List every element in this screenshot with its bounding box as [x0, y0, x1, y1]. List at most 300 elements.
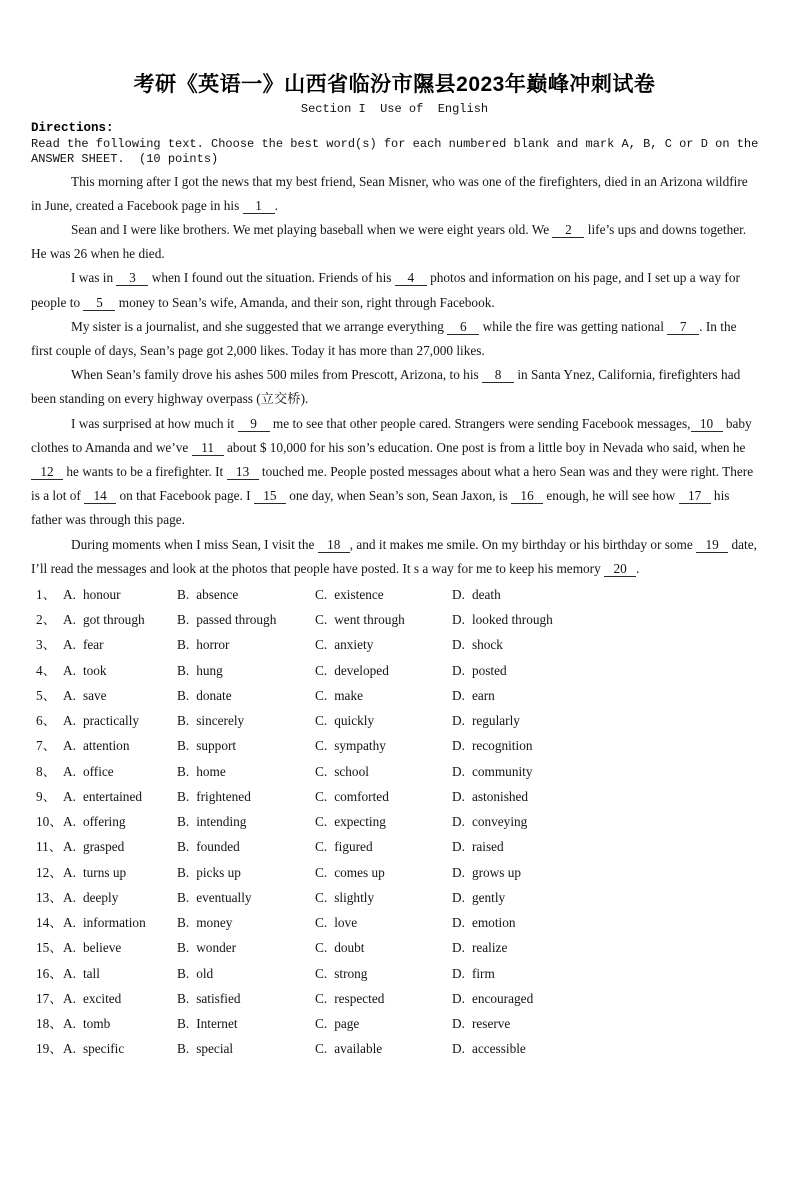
- cloze-blank-18: 18: [318, 537, 350, 553]
- option-text: Internet: [196, 1016, 238, 1032]
- option-B: [177, 683, 315, 708]
- question-row-3: [36, 632, 758, 657]
- question-number: 19、: [36, 1041, 63, 1057]
- option-D: [452, 607, 758, 632]
- option-text: available: [334, 1041, 383, 1057]
- passage-text: touched me. People posted messages about what a hero Sean was and they were right. There is a lot of: [31, 463, 754, 504]
- option-letter: D.: [452, 713, 465, 729]
- cloze-blank-2: 2: [552, 222, 584, 238]
- option-text: strong: [334, 965, 368, 981]
- option-letter: D.: [452, 612, 465, 628]
- directions-text-line1: Read the following text. Choose the best word(s) for each numbered blank and mark A, B, C or D on the: [31, 136, 759, 151]
- option-B: [177, 708, 315, 733]
- option-A: [63, 733, 177, 758]
- question-number: 5、: [36, 687, 56, 703]
- option-D: [452, 708, 758, 733]
- passage-text: on that Facebook page. I: [116, 488, 254, 504]
- option-B: [177, 860, 315, 885]
- option-A: [63, 1036, 177, 1061]
- cloze-blank-7: 7: [667, 319, 699, 335]
- option-letter: C.: [315, 586, 328, 602]
- option-text: death: [471, 586, 501, 602]
- option-text: comforted: [334, 788, 389, 804]
- directions-label: Directions:: [31, 121, 114, 135]
- option-A: [63, 759, 177, 784]
- option-text: encouraged: [471, 990, 534, 1006]
- passage-paragraph: [31, 533, 758, 581]
- option-text: money: [196, 915, 233, 931]
- option-letter: D.: [452, 1041, 465, 1057]
- option-letter: C.: [315, 814, 328, 830]
- passage-text: My sister is a journalist, and she suggested that we arrange everything: [71, 318, 448, 334]
- option-letter: D.: [452, 662, 465, 678]
- option-letter: D.: [452, 864, 465, 880]
- option-letter: A.: [63, 763, 76, 779]
- option-letter: C.: [315, 738, 328, 754]
- option-letter: D.: [452, 889, 465, 905]
- option-B: [177, 607, 315, 632]
- option-letter: B.: [177, 839, 190, 855]
- question-row-7: [36, 733, 758, 758]
- option-letter: D.: [452, 738, 465, 754]
- option-letter: B.: [177, 1016, 190, 1032]
- question-number: 14、: [36, 915, 63, 931]
- cloze-blank-3: 3: [116, 270, 148, 286]
- option-text: developed: [334, 662, 389, 678]
- option-D: [452, 986, 758, 1011]
- passage-text: life’s ups and downs together. He was 26 when he died.: [31, 221, 747, 262]
- option-A: [63, 961, 177, 986]
- question-number: 18、: [36, 1016, 63, 1032]
- option-letter: D.: [452, 839, 465, 855]
- question-row-16: [36, 961, 758, 986]
- option-text: special: [196, 1041, 234, 1057]
- passage-text: This morning after I got the news that my best friend, Sean Misner, who was one of the firefighters, died in an Arizona wildfire in June, created a Facebook page in his: [31, 173, 748, 213]
- passage-text: about $ 10,000 for his son’s education. One post is from a little boy in Nevada who said, when he: [223, 439, 746, 455]
- option-text: realize: [471, 940, 508, 956]
- cloze-blank-15: 15: [254, 488, 286, 504]
- option-text: took: [82, 662, 107, 678]
- option-A: [63, 809, 177, 834]
- cloze-blank-5: 5: [83, 295, 115, 311]
- option-text: old: [196, 965, 214, 981]
- option-letter: B.: [177, 738, 190, 754]
- question-row-2: [36, 607, 758, 632]
- option-letter: B.: [177, 763, 190, 779]
- option-letter: A.: [63, 713, 76, 729]
- option-text: school: [334, 763, 369, 779]
- passage-text: I was surprised at how much it: [71, 415, 238, 431]
- option-letter: C.: [315, 990, 328, 1006]
- option-letter: D.: [452, 637, 465, 653]
- option-D: [452, 809, 758, 834]
- passage-text: in Santa Ynez, California, firefighters had been standing on every highway overpass (立交桥).: [31, 367, 741, 407]
- option-D: [452, 1011, 758, 1036]
- option-letter: C.: [315, 839, 328, 855]
- option-letter: D.: [452, 990, 465, 1006]
- passage-paragraph: [31, 170, 758, 218]
- option-text: horror: [196, 637, 230, 653]
- option-text: sincerely: [196, 713, 245, 729]
- option-text: tomb: [82, 1016, 111, 1032]
- option-letter: C.: [315, 1016, 328, 1032]
- question-number: 9、: [36, 788, 56, 804]
- option-D: [452, 834, 758, 859]
- option-text: attention: [82, 738, 130, 754]
- option-B: [177, 961, 315, 986]
- option-letter: A.: [63, 814, 76, 830]
- option-letter: C.: [315, 713, 328, 729]
- passage-text: baby clothes to Amanda and we’ve: [31, 415, 752, 455]
- question-number: 11、: [36, 839, 63, 855]
- passage-text: .: [636, 560, 640, 576]
- option-letter: C.: [315, 662, 328, 678]
- option-text: support: [196, 738, 237, 754]
- options-list: [36, 582, 758, 1062]
- question-row-5: [36, 683, 758, 708]
- option-letter: A.: [63, 687, 76, 703]
- option-letter: A.: [63, 864, 76, 880]
- option-text: regularly: [471, 713, 520, 729]
- option-text: home: [196, 763, 226, 779]
- option-A: [63, 582, 177, 607]
- passage-text: I was in: [71, 270, 117, 286]
- option-text: turns up: [82, 864, 127, 880]
- option-letter: B.: [177, 915, 190, 931]
- option-text: hung: [196, 662, 223, 678]
- option-text: frightened: [196, 788, 251, 804]
- question-number: 10、: [36, 814, 63, 830]
- question-row-6: [36, 708, 758, 733]
- option-C: [315, 658, 452, 683]
- option-text: expecting: [334, 814, 386, 830]
- passage-paragraph: [31, 363, 758, 411]
- option-text: grasped: [82, 839, 125, 855]
- option-letter: C.: [315, 889, 328, 905]
- option-D: [452, 961, 758, 986]
- passage-text: During moments when I miss Sean, I visit the: [71, 536, 318, 552]
- option-C: [315, 607, 452, 632]
- option-text: grows up: [471, 864, 522, 880]
- option-text: figured: [334, 839, 373, 855]
- option-text: honour: [82, 586, 121, 602]
- passage-text: me to see that other people cared. Strangers were sending Facebook messages,: [269, 415, 691, 431]
- passage-text: his father was through this page.: [31, 488, 730, 528]
- option-D: [452, 632, 758, 657]
- option-text: love: [334, 915, 358, 931]
- question-number: 17、: [36, 990, 63, 1006]
- option-text: tall: [82, 965, 100, 981]
- option-text: save: [82, 687, 107, 703]
- directions-block: [31, 121, 758, 168]
- option-C: [315, 834, 452, 859]
- option-text: entertained: [82, 788, 143, 804]
- option-text: quickly: [334, 713, 375, 729]
- passage-text: .: [274, 197, 278, 213]
- option-text: intending: [196, 814, 247, 830]
- passage-text: photos and information on his page, and I set up a way for people to: [31, 270, 740, 310]
- option-text: recognition: [471, 738, 533, 754]
- cloze-blank-9: 9: [238, 416, 270, 432]
- cloze-blank-1: 1: [243, 198, 275, 214]
- question-number: 15、: [36, 940, 63, 956]
- question-row-10: [36, 809, 758, 834]
- option-C: [315, 885, 452, 910]
- cloze-blank-11: 11: [192, 440, 224, 456]
- option-text: passed through: [196, 612, 277, 628]
- option-B: [177, 759, 315, 784]
- option-A: [63, 910, 177, 935]
- option-D: [452, 683, 758, 708]
- passage-text: money to Sean’s wife, Amanda, and their son, right through Facebook.: [115, 294, 495, 310]
- option-text: astonished: [471, 788, 529, 804]
- option-text: community: [471, 763, 533, 779]
- option-letter: B.: [177, 990, 190, 1006]
- cloze-blank-13: 13: [227, 464, 259, 480]
- option-letter: A.: [63, 889, 76, 905]
- passage-paragraph: [31, 218, 758, 266]
- option-D: [452, 759, 758, 784]
- option-B: [177, 582, 315, 607]
- question-row-19: [36, 1036, 758, 1061]
- option-C: [315, 632, 452, 657]
- option-B: [177, 1036, 315, 1061]
- option-text: accessible: [471, 1041, 526, 1057]
- option-text: respected: [334, 990, 385, 1006]
- option-text: posted: [471, 662, 507, 678]
- option-letter: D.: [452, 915, 465, 931]
- option-letter: B.: [177, 637, 190, 653]
- option-letter: A.: [63, 738, 76, 754]
- option-text: satisfied: [196, 990, 241, 1006]
- option-text: raised: [471, 839, 504, 855]
- passage-text: he wants to be a firefighter. It: [63, 463, 227, 479]
- option-D: [452, 910, 758, 935]
- option-letter: B.: [177, 864, 190, 880]
- option-C: [315, 759, 452, 784]
- option-text: office: [82, 763, 114, 779]
- option-text: wonder: [196, 940, 237, 956]
- question-number: 13、: [36, 889, 63, 905]
- option-A: [63, 683, 177, 708]
- option-A: [63, 607, 177, 632]
- cloze-blank-6: 6: [447, 319, 479, 335]
- option-B: [177, 986, 315, 1011]
- option-A: [63, 784, 177, 809]
- option-A: [63, 935, 177, 960]
- option-D: [452, 582, 758, 607]
- option-letter: A.: [63, 662, 76, 678]
- option-B: [177, 632, 315, 657]
- question-row-17: [36, 986, 758, 1011]
- option-text: looked through: [471, 612, 553, 628]
- option-B: [177, 885, 315, 910]
- option-letter: D.: [452, 940, 465, 956]
- option-A: [63, 860, 177, 885]
- passage-paragraph: [31, 412, 758, 533]
- question-row-8: [36, 759, 758, 784]
- option-text: sympathy: [334, 738, 386, 754]
- option-A: [63, 708, 177, 733]
- passage-text: . In the first couple of days, Sean’s page got 2,000 likes. Today it has more than 27,000 likes.: [31, 318, 737, 358]
- option-text: believe: [82, 940, 122, 956]
- cloze-blank-4: 4: [395, 270, 427, 286]
- question-number: 4、: [36, 662, 56, 678]
- option-A: [63, 834, 177, 859]
- option-text: doubt: [334, 940, 365, 956]
- cloze-blank-14: 14: [84, 488, 116, 504]
- option-B: [177, 834, 315, 859]
- cloze-blank-20: 20: [604, 561, 636, 577]
- option-text: firm: [471, 965, 495, 981]
- directions-text-line2: ANSWER SHEET. (10 points): [31, 152, 219, 166]
- cloze-blank-17: 17: [679, 488, 711, 504]
- option-text: slightly: [334, 889, 375, 905]
- passage-paragraph: [31, 266, 758, 314]
- option-text: shock: [471, 637, 503, 653]
- question-number: 16、: [36, 965, 63, 981]
- option-B: [177, 733, 315, 758]
- question-number: 6、: [36, 713, 56, 729]
- cloze-blank-10: 10: [691, 416, 723, 432]
- option-letter: B.: [177, 713, 190, 729]
- option-letter: D.: [452, 586, 465, 602]
- option-text: deeply: [82, 889, 119, 905]
- option-C: [315, 910, 452, 935]
- option-letter: A.: [63, 1041, 76, 1057]
- passage-text: Sean and I were like brothers. We met playing baseball when we were eight years old. We: [71, 221, 553, 237]
- option-text: conveying: [471, 814, 528, 830]
- option-A: [63, 1011, 177, 1036]
- option-text: absence: [196, 586, 239, 602]
- option-text: got through: [82, 612, 145, 628]
- option-letter: B.: [177, 612, 190, 628]
- option-letter: D.: [452, 1016, 465, 1032]
- option-letter: C.: [315, 940, 328, 956]
- option-text: specific: [82, 1041, 125, 1057]
- option-text: make: [334, 687, 363, 703]
- option-A: [63, 658, 177, 683]
- option-text: information: [82, 915, 146, 931]
- option-B: [177, 658, 315, 683]
- option-text: page: [334, 1016, 360, 1032]
- option-C: [315, 809, 452, 834]
- option-letter: B.: [177, 788, 190, 804]
- option-text: offering: [82, 814, 126, 830]
- cloze-blank-16: 16: [511, 488, 543, 504]
- option-C: [315, 683, 452, 708]
- option-letter: C.: [315, 788, 328, 804]
- option-letter: B.: [177, 662, 190, 678]
- option-A: [63, 632, 177, 657]
- question-row-18: [36, 1011, 758, 1036]
- exam-title: 考研《英语一》山西省临汾市隰县2023年巅峰冲刺试卷: [133, 73, 656, 96]
- option-letter: B.: [177, 814, 190, 830]
- option-letter: B.: [177, 586, 190, 602]
- option-text: founded: [196, 839, 240, 855]
- option-letter: D.: [452, 687, 465, 703]
- option-text: eventually: [196, 889, 252, 905]
- option-text: donate: [196, 687, 232, 703]
- option-text: practically: [82, 713, 140, 729]
- option-C: [315, 961, 452, 986]
- option-C: [315, 582, 452, 607]
- section-heading: Section I Use of English: [300, 102, 489, 116]
- option-letter: B.: [177, 1041, 190, 1057]
- passage-text: date, I’ll read the messages and look at the photos that people have posted. It s a way for me to keep his memory: [31, 536, 757, 576]
- option-letter: A.: [63, 1016, 76, 1032]
- option-C: [315, 1011, 452, 1036]
- option-letter: B.: [177, 687, 190, 703]
- question-number: 7、: [36, 738, 56, 754]
- option-letter: C.: [315, 687, 328, 703]
- option-letter: B.: [177, 889, 190, 905]
- question-row-11: [36, 834, 758, 859]
- passage-text: enough, he will see how: [543, 488, 679, 504]
- option-letter: C.: [315, 864, 328, 880]
- option-text: picks up: [196, 864, 241, 880]
- question-row-1: [36, 582, 758, 607]
- option-D: [452, 885, 758, 910]
- question-number: 2、: [36, 612, 56, 628]
- question-number: 8、: [36, 763, 56, 779]
- option-text: earn: [471, 687, 495, 703]
- option-text: emotion: [471, 915, 516, 931]
- cloze-blank-19: 19: [696, 537, 728, 553]
- option-letter: C.: [315, 965, 328, 981]
- cloze-blank-12: 12: [31, 464, 63, 480]
- passage-text: when I found out the situation. Friends of his: [148, 270, 395, 286]
- option-C: [315, 708, 452, 733]
- option-letter: C.: [315, 612, 328, 628]
- passage-text: while the fire was getting national: [479, 318, 668, 334]
- cloze-blank-8: 8: [482, 367, 514, 383]
- passage-text: When Sean’s family drove his ashes 500 miles from Prescott, Arizona, to his: [71, 367, 483, 383]
- option-D: [452, 860, 758, 885]
- option-letter: D.: [452, 788, 465, 804]
- option-letter: A.: [63, 839, 76, 855]
- option-B: [177, 784, 315, 809]
- option-text: fear: [82, 637, 104, 653]
- question-row-13: [36, 885, 758, 910]
- option-C: [315, 1036, 452, 1061]
- option-text: gently: [471, 889, 506, 905]
- exam-page: [0, 70, 794, 1193]
- option-B: [177, 910, 315, 935]
- option-letter: C.: [315, 915, 328, 931]
- option-letter: A.: [63, 612, 76, 628]
- option-letter: A.: [63, 586, 76, 602]
- question-row-9: [36, 784, 758, 809]
- question-number: 3、: [36, 637, 56, 653]
- question-row-14: [36, 910, 758, 935]
- question-row-12: [36, 860, 758, 885]
- option-letter: A.: [63, 965, 76, 981]
- passage-text: , and it makes me smile. On my birthday or his birthday or some: [349, 536, 697, 552]
- option-letter: A.: [63, 990, 76, 1006]
- question-row-15: [36, 935, 758, 960]
- option-C: [315, 986, 452, 1011]
- passage-paragraph: [31, 315, 758, 363]
- option-B: [177, 809, 315, 834]
- option-letter: C.: [315, 637, 328, 653]
- option-B: [177, 1011, 315, 1036]
- option-D: [452, 1036, 758, 1061]
- option-letter: B.: [177, 965, 190, 981]
- question-number: 1、: [36, 586, 56, 602]
- option-B: [177, 935, 315, 960]
- option-text: reserve: [471, 1016, 511, 1032]
